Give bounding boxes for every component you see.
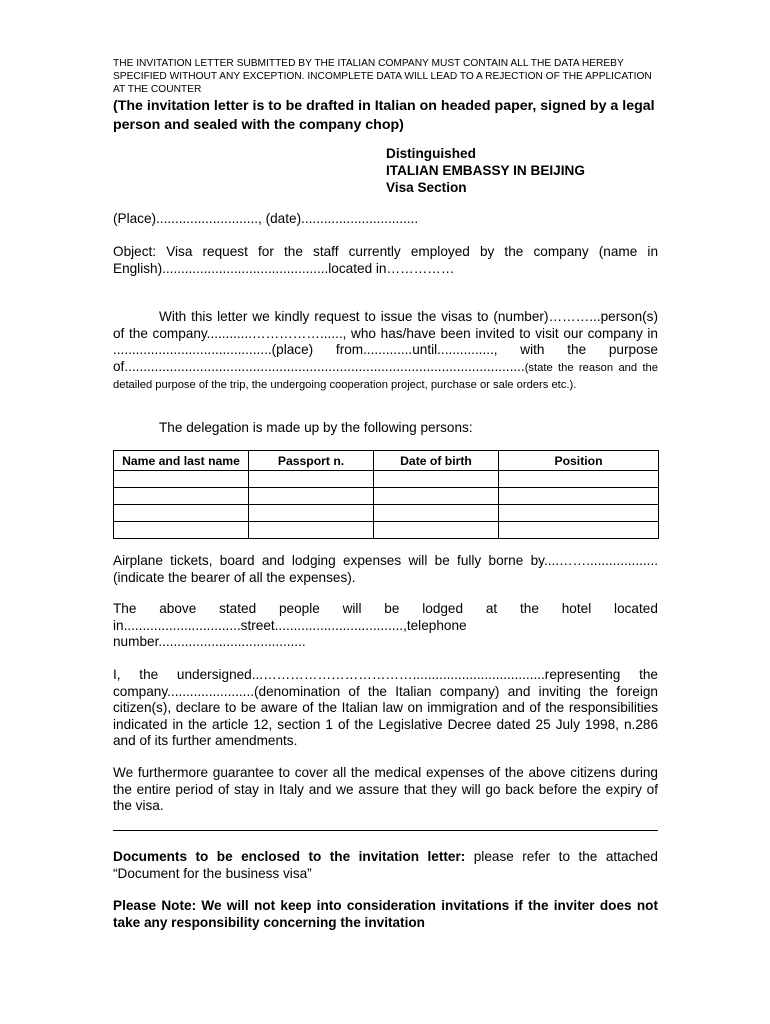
addressee-block bbox=[386, 145, 585, 196]
documents-text: please refer to the attached “Document for the business visa” bbox=[113, 849, 658, 881]
notice-line: SPECIFIED WITHOUT ANY EXCEPTION. INCOMPLETE DATA WILL LEAD TO A REJECTION OF THE APPLICATION bbox=[113, 71, 652, 82]
table-cell bbox=[374, 522, 499, 539]
delegation-intro: The delegation is made up by the following persons: bbox=[159, 420, 473, 435]
lodging-word: the bbox=[520, 601, 539, 616]
lodging-address-line: in...............................street..................................,telephone bbox=[113, 617, 467, 633]
header-passport: Passport n. bbox=[249, 451, 374, 471]
addressee-embassy: ITALIAN EMBASSY IN BEIJING bbox=[386, 163, 585, 178]
table-cell bbox=[249, 505, 374, 522]
table-row bbox=[114, 522, 659, 539]
table-cell bbox=[499, 505, 659, 522]
documents-paragraph bbox=[113, 849, 658, 882]
instructions-notice bbox=[113, 57, 658, 96]
lodging-word: be bbox=[384, 601, 400, 616]
header-position: Position bbox=[499, 451, 659, 471]
header-birthdate: Date of birth bbox=[374, 451, 499, 471]
table-cell bbox=[499, 471, 659, 488]
guarantee-paragraph: We furthermore guarantee to cover all the medical expenses of the above citizens during the entire period of stay in Italy and we assure that they will go back before the expiry of the visa. bbox=[113, 765, 658, 814]
table-cell bbox=[499, 522, 659, 539]
table-header-row bbox=[114, 451, 659, 471]
table-cell bbox=[499, 488, 659, 505]
table-cell bbox=[374, 471, 499, 488]
lodging-word: hotel bbox=[561, 601, 592, 616]
notice-line: THE INVITATION LETTER SUBMITTED BY THE ITALIAN COMPANY MUST CONTAIN ALL THE DATA HEREBY bbox=[113, 58, 624, 69]
request-note-text: (state the reason and the detailed purpose of the trip, the undergoing cooperation project, purchase or sale orders etc.). bbox=[113, 361, 658, 392]
table-cell bbox=[114, 505, 249, 522]
table-row bbox=[114, 505, 659, 522]
addressee-salutation: Distinguished bbox=[386, 146, 476, 161]
table-cell bbox=[114, 471, 249, 488]
header-name: Name and last name bbox=[114, 451, 249, 471]
lodging-word: located bbox=[614, 601, 658, 616]
lodging-paragraph bbox=[113, 601, 658, 651]
section-divider bbox=[113, 830, 658, 831]
addressee-section: Visa Section bbox=[386, 180, 467, 195]
lodging-phone-line: number....................................... bbox=[113, 634, 306, 650]
drafting-instructions-heading: (The invitation letter is to be drafted in Italian on headed paper, signed by a legal person and sealed with the company chop) bbox=[113, 98, 655, 133]
lodging-word: The bbox=[113, 601, 137, 616]
table-cell bbox=[114, 488, 249, 505]
delegation-table bbox=[113, 450, 659, 539]
notice-line: AT THE COUNTER bbox=[113, 84, 202, 95]
lodging-word: people bbox=[278, 601, 320, 616]
table-cell bbox=[249, 488, 374, 505]
request-paragraph bbox=[113, 309, 658, 394]
object-paragraph: Object: Visa request for the staff currently employed by the company (name in English)............................................located in…………… bbox=[113, 244, 658, 276]
lodging-word: at bbox=[485, 601, 498, 616]
table-cell bbox=[114, 522, 249, 539]
lodging-word: lodged bbox=[422, 601, 464, 616]
table-cell bbox=[249, 471, 374, 488]
table-cell bbox=[374, 488, 499, 505]
lodging-word: will bbox=[342, 601, 362, 616]
expenses-paragraph: Airplane tickets, board and lodging expenses will be fully borne by....……...................(indicate the bearer of all the expenses). bbox=[113, 553, 658, 585]
request-main-text: With this letter we kindly request to issue the visas to (number)………...person(s) of the company............……………......, who has/have been invited to visit our company in ..........................................(place) from.............until..............., with the purpose of.......................................................................................................... bbox=[113, 309, 658, 374]
table-cell bbox=[249, 522, 374, 539]
lodging-word: above bbox=[159, 601, 197, 616]
lodging-word: stated bbox=[219, 601, 257, 616]
please-note-paragraph: Please Note: We will not keep into consideration invitations if the inviter does not take any responsibility concerning the invitation bbox=[113, 898, 658, 930]
documents-label: Documents to be enclosed to the invitation letter: bbox=[113, 849, 466, 864]
table-row bbox=[114, 471, 659, 488]
lodging-first-line bbox=[113, 601, 658, 618]
declaration-paragraph: I, the undersigned...……………………………...................................representing the company.......................(denomination of the Italian company) and inviting the foreign citizen(s), declare to be aware of the Italian law on immigration and of the responsibilities indicated in the article 12, section 1 of the Legislative Decree dated 25 July 1998, n.286 and of its further amendments. bbox=[113, 667, 658, 749]
table-row bbox=[114, 488, 659, 505]
table-cell bbox=[374, 505, 499, 522]
place-date-line: (Place)..........................., (date)............................... bbox=[113, 211, 419, 226]
